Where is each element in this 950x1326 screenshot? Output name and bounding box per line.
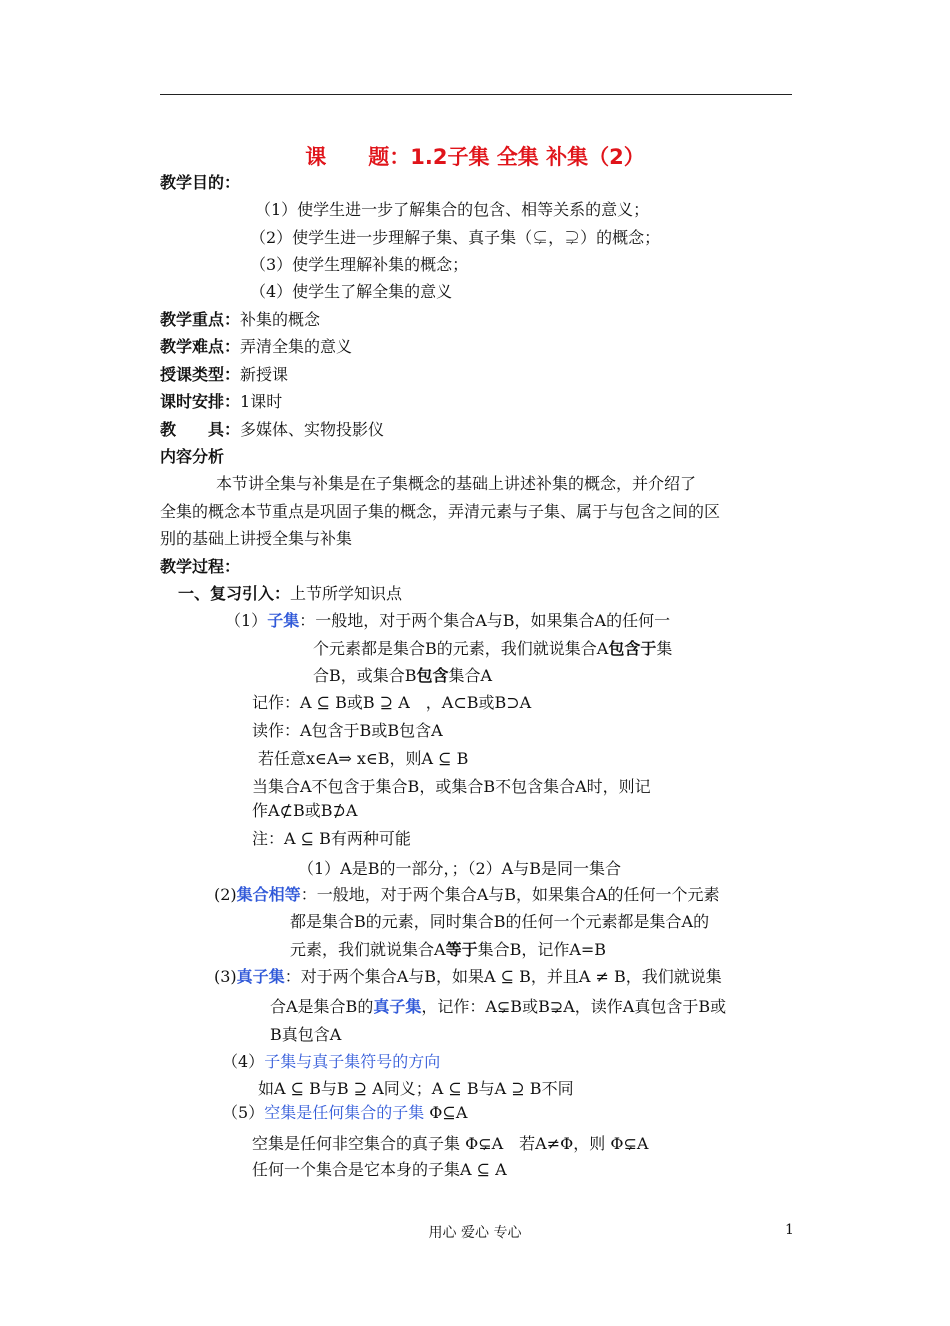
objectives-label: 教学目的： — [160, 173, 241, 192]
definition-text: 集合B，记作A=B — [477, 940, 607, 959]
meta-row — [160, 309, 320, 331]
direction-text: 如A ⊆ B与B ⊇ A同义；A ⊆ B与A ⊇ B不同 — [258, 1079, 574, 1098]
meta-value: 1课时 — [240, 392, 283, 411]
header-rule — [160, 94, 792, 95]
definition-text: 集 — [656, 639, 673, 658]
definition-text: 个元素都是集合B的元素，我们就说集合A — [313, 639, 609, 658]
equal-definition-line: 都是集合B的元素，同时集合B的任何一个元素都是集合A的 — [290, 912, 710, 931]
meta-value: 弄清全集的意义 — [240, 337, 353, 356]
direction-term: 子集与真子集符号的方向 — [264, 1052, 441, 1071]
subset-notation: 记作：A ⊆ B或B ⊇ A ，A⊂B或B⊃A — [252, 693, 532, 712]
meta-row — [160, 364, 288, 386]
objective-item: （4）使学生了解全集的意义 — [250, 282, 453, 301]
bold-term: 等于 — [445, 940, 478, 959]
not-subset-line: 作A⊄B或B⊅A — [252, 801, 358, 820]
definition-text: 合A是集合B的 — [270, 997, 374, 1016]
bold-term: 真子集 — [373, 997, 422, 1016]
definition-text: ，记作：A⊊B或B⊋A，读作A真包含于B或 — [421, 997, 727, 1016]
empty-set-term: 空集是任何集合的子集 — [264, 1103, 425, 1122]
subset-implication: 若任意x∈A⇒ x∈B，则A ⊆ B — [258, 749, 469, 768]
paragraph-line: 别的基础上讲授全集与补集 — [160, 529, 353, 548]
proper-definition-line — [270, 996, 726, 1018]
content-analysis-label: 内容分析 — [160, 447, 225, 466]
subset-definition-line — [313, 638, 672, 660]
direction-heading — [222, 1051, 440, 1073]
paragraph-line: 本节讲全集与补集是在子集概念的基础上讲述补集的概念，并介绍了 — [216, 474, 697, 493]
subset-definition-line — [225, 610, 670, 632]
meta-label: 教学重点： — [160, 310, 241, 329]
meta-row — [160, 336, 352, 358]
definition-text: 集合A — [448, 666, 493, 685]
item-number: （5） — [222, 1103, 265, 1122]
meta-label: 教学难点： — [160, 337, 241, 356]
meta-label: 课时安排： — [160, 392, 241, 411]
not-subset-line: 当集合A不包含于集合B，或集合B不包含集合A时，则记 — [252, 777, 651, 796]
definition-text: ：一般地，对于两个集合A与B，如果集合A的任何一个元素 — [300, 885, 720, 904]
equal-definition-line — [214, 884, 720, 906]
item-number: (2) — [214, 885, 237, 904]
definition-text: ：对于两个集合A与B，如果A ⊆ B，并且A ≠ B，我们就说集 — [284, 967, 722, 986]
proper-definition-line: B真包含A — [270, 1025, 342, 1044]
definition-text: 元素，我们就说集合A — [290, 940, 446, 959]
empty-set-symbol: Φ⊆A — [429, 1103, 468, 1122]
bold-term: 包含于 — [608, 639, 657, 658]
empty-set-heading — [222, 1102, 467, 1124]
meta-row — [160, 419, 384, 441]
footer-slogan: 用心 爱心 专心 — [428, 1225, 522, 1241]
subset-cases: （1）A是B的一部分，；（2）A与B是同一集合 — [298, 859, 621, 878]
subset-definition-line — [313, 665, 492, 687]
item-number: (3) — [214, 967, 237, 986]
meta-value: 新授课 — [240, 365, 289, 384]
equal-definition-line — [290, 939, 606, 961]
meta-value: 多媒体、实物投影仪 — [240, 420, 385, 439]
subset-term: 子集 — [267, 611, 300, 630]
bold-term: 包含 — [416, 666, 449, 685]
equal-term: 集合相等 — [236, 885, 301, 904]
review-text: 上节所学知识点 — [290, 584, 403, 603]
meta-label: 授课类型： — [160, 365, 241, 384]
definition-text: ：一般地，对于两个集合A与B，如果集合A的任何一 — [299, 611, 671, 630]
empty-set-line: 空集是任何非空集合的真子集 Φ⊊A 若A≠Φ，则 Φ⊊A — [252, 1134, 649, 1153]
review-label: 一、复习引入： — [178, 584, 291, 603]
empty-set-line: 任何一个集合是它本身的子集A ⊆ A — [252, 1160, 507, 1179]
objective-item: （2）使学生进一步理解子集、真子集（⊊，⊋）的概念； — [250, 228, 661, 247]
subset-note: 注：A ⊆ B有两种可能 — [252, 829, 411, 848]
paragraph-line: 全集的概念本节重点是巩固子集的概念，弄清元素与子集、属于与包含之间的区 — [160, 502, 721, 521]
proper-term: 真子集 — [236, 967, 285, 986]
subset-reading: 读作：A包含于B或B包含A — [252, 721, 443, 740]
proper-definition-line — [214, 966, 722, 988]
meta-row — [160, 391, 282, 413]
lesson-title: 课 题：1.2子集 全集 补集（2） — [305, 145, 645, 169]
item-number: （4） — [222, 1052, 265, 1071]
meta-label: 教 具： — [160, 420, 241, 439]
item-number: （1） — [225, 611, 268, 630]
page-number: 1 — [785, 1222, 794, 1238]
objective-item: （1）使学生进一步了解集合的包含、相等关系的意义； — [255, 200, 650, 219]
meta-value: 补集的概念 — [240, 310, 321, 329]
objective-item: （3）使学生理解补集的概念； — [250, 255, 469, 274]
process-label: 教学过程： — [160, 557, 241, 576]
definition-text: 合B，或集合B — [313, 666, 417, 685]
review-line — [178, 583, 402, 605]
